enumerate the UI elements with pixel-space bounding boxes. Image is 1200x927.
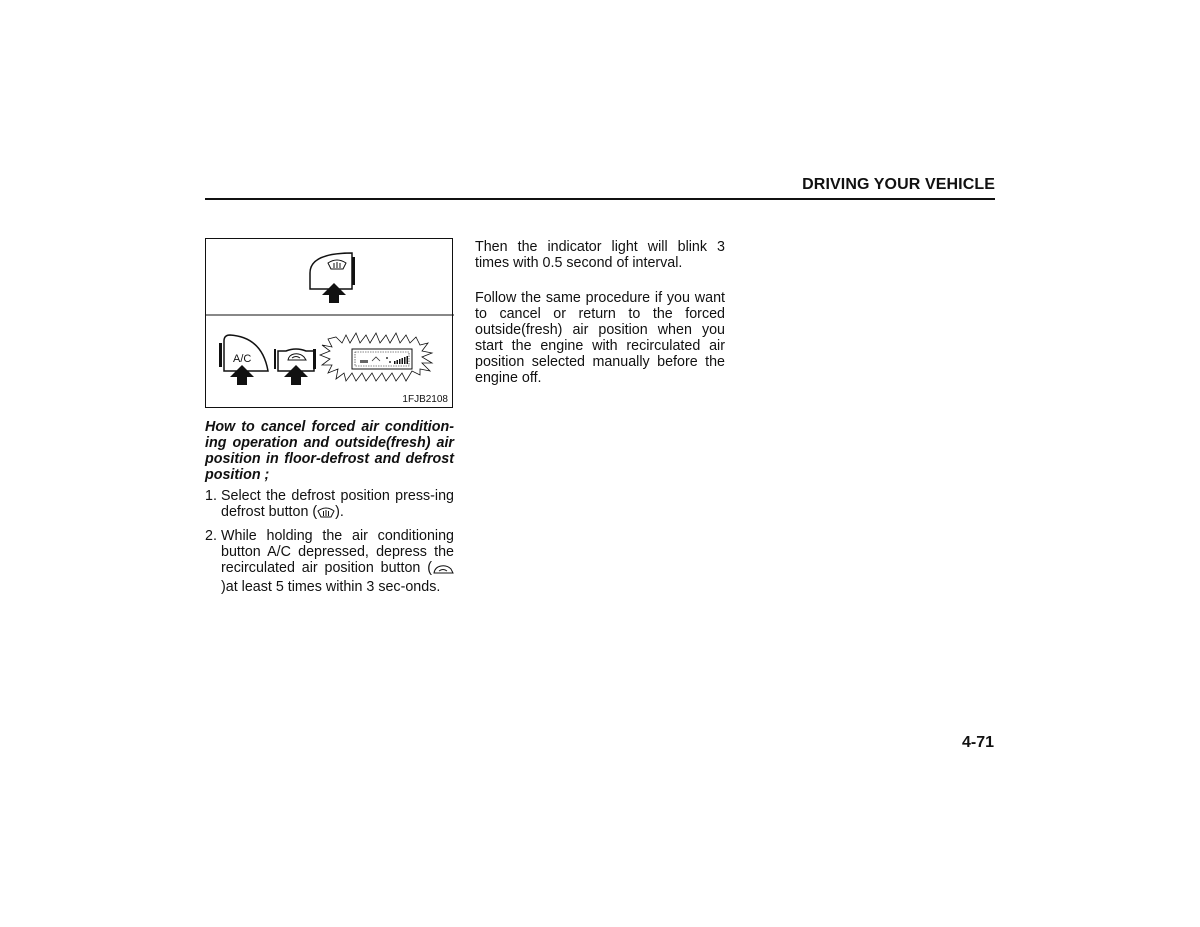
step-number: 2. [205, 528, 217, 544]
step-text: While holding the air conditioning button A/C depressed, depress the recirculated air position button ()at least 5 times within 3 sec-onds. [221, 528, 454, 595]
defrost-icon [317, 506, 335, 523]
right-column [475, 239, 725, 405]
left-column [205, 419, 454, 600]
step-text: Select the defrost position press-ing defrost button ( ). [221, 488, 454, 523]
section-title: DRIVING YOUR VEHICLE [802, 176, 995, 193]
step-number: 1. [205, 488, 217, 504]
instruction-heading: How to cancel forced air condition-ing operation and outside(fresh) air position in floor-defrost and defrost position ; [205, 419, 454, 483]
control-panel-figure [205, 238, 453, 408]
figure-illustration [206, 239, 454, 409]
body-paragraph: Then the indicator light will blink 3 times with 0.5 second of interval. [475, 239, 725, 271]
recirculation-icon [432, 563, 454, 579]
list-item [205, 488, 454, 523]
defrost-button-drawing [310, 253, 355, 303]
list-item [205, 528, 454, 595]
body-paragraph: Follow the same procedure if you want to cancel or return to the forced outside(fresh) air position when you start the engine with recirculated air position selected manually before the engine off. [475, 290, 725, 386]
header-rule [205, 198, 995, 200]
figure-code: 1FJB2108 [402, 394, 448, 405]
display-flash-icon [320, 333, 432, 381]
ac-button-drawing [219, 335, 268, 385]
recirculation-button-drawing [274, 349, 316, 385]
page-number: 4-71 [961, 734, 994, 751]
ac-label: A/C [233, 353, 252, 365]
